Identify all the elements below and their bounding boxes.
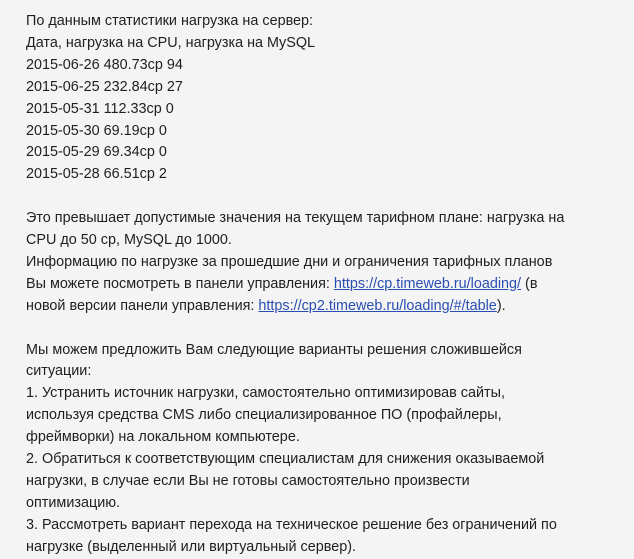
- message-body: [26, 11, 626, 559]
- stats-row: 2015-06-25 232.84cp 27: [26, 78, 183, 95]
- excess-text: CPU до 50 cp, MySQL до 1000.: [26, 232, 232, 249]
- info-prefix: Вы можете посмотреть в панели управления:: [26, 275, 334, 292]
- offer-text: Мы можем предложить Вам следующие варианты решения сложившейся: [26, 341, 522, 358]
- option-3-text: 3. Рассмотреть вариант перехода на техническое решение без ограничений по: [26, 516, 557, 533]
- option-1-text: 1. Устранить источник нагрузки, самостоятельно оптимизировав сайты,: [26, 385, 505, 402]
- stats-row: 2015-06-26 480.73cp 94: [26, 56, 183, 73]
- intro-text: По данным статистики нагрузка на сервер:: [26, 13, 314, 29]
- option-1-text: используя средства CMS либо специализированное ПО (профайлеры,: [26, 407, 502, 424]
- info-text-line: [26, 296, 626, 318]
- stats-row: 2015-05-31 112.33cp 0: [26, 100, 174, 117]
- control-panel-link[interactable]: https://cp.timeweb.ru/loading/: [333, 275, 522, 292]
- option-2-text: оптимизацию.: [26, 494, 121, 511]
- option-2-text: нагрузки, в случае если Вы не готовы самостоятельно произвести: [26, 473, 470, 489]
- paragraph-spacer: [26, 186, 626, 208]
- stats-row: 2015-05-30 69.19cp 0: [26, 122, 167, 139]
- stats-row: 2015-05-29 69.34cp 0: [26, 144, 167, 161]
- stats-header: Дата, нагрузка на CPU, нагрузка на MySQL: [26, 34, 316, 51]
- stats-row: 2015-05-28 66.51cp 2: [26, 166, 167, 183]
- info-text-line: [26, 274, 626, 296]
- new-control-panel-link[interactable]: https://cp2.timeweb.ru/loading/#/table: [258, 297, 497, 314]
- info-prefix: новой версии панели управления:: [26, 297, 259, 314]
- info-text: Информацию по нагрузке за прошедшие дни и ограничения тарифных планов: [26, 253, 553, 270]
- excess-text: Это превышает допустимые значения на текущем тарифном плане: нагрузка на: [26, 210, 565, 227]
- paragraph-spacer: [26, 318, 626, 340]
- info-suffix: (в: [521, 275, 538, 292]
- info-suffix: ).: [496, 297, 506, 314]
- option-2-text: 2. Обратиться к соответствующим специалистам для снижения оказываемой: [26, 451, 545, 468]
- option-1-text: фреймворки) на локальном компьютере.: [26, 429, 300, 446]
- option-3-text: нагрузке (выделенный или виртуальный сервер).: [26, 538, 357, 555]
- offer-text: ситуации:: [26, 363, 92, 380]
